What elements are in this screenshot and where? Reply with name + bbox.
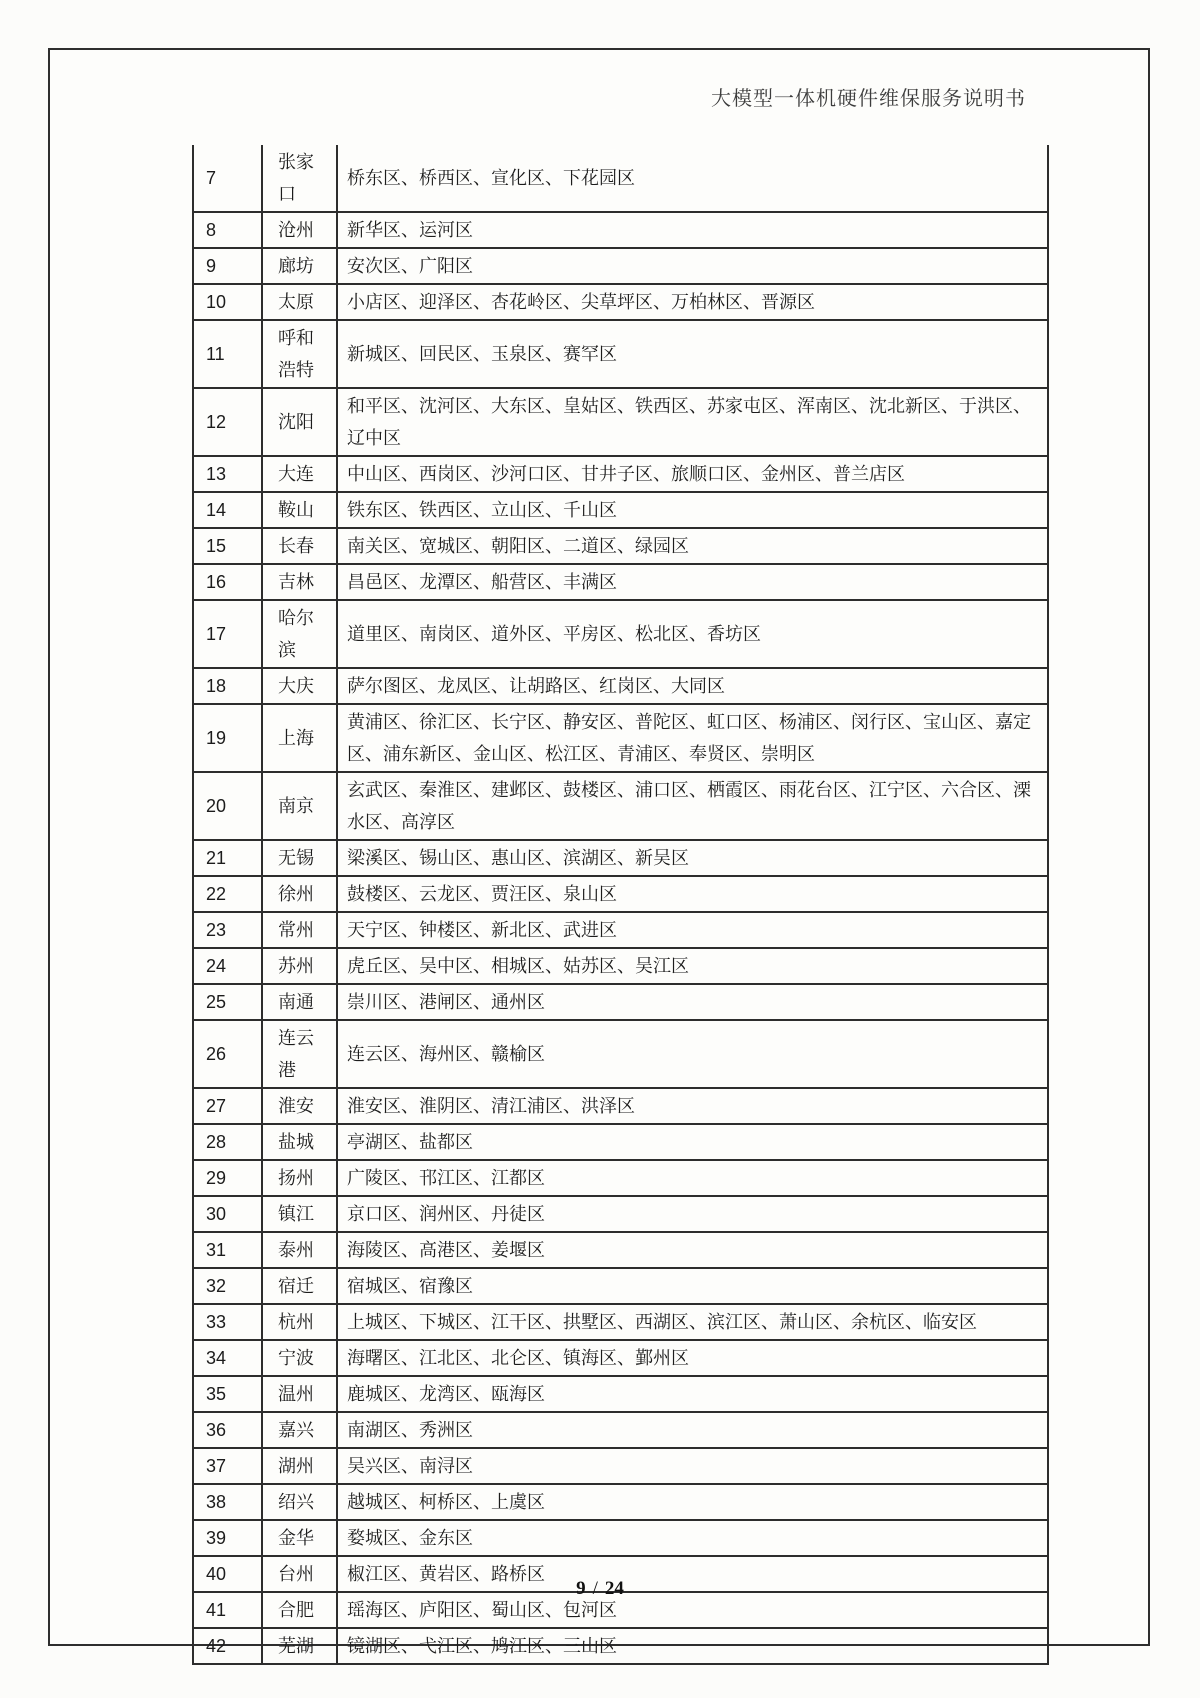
row-districts-cell: 海陵区、高港区、姜堰区: [337, 1232, 1048, 1268]
table-row: [193, 456, 1048, 492]
row-number-cell: 18: [193, 668, 262, 704]
row-city-cell: 温州: [262, 1376, 337, 1412]
table-row: [193, 704, 1048, 772]
table-row: [193, 1268, 1048, 1304]
row-city-cell: 连云港: [262, 1020, 337, 1088]
row-districts-cell: 婺城区、金东区: [337, 1520, 1048, 1556]
table-row: [193, 1160, 1048, 1196]
table-row: [193, 772, 1048, 840]
table-row: [193, 492, 1048, 528]
row-number-cell: 16: [193, 564, 262, 600]
row-number-cell: 7: [193, 145, 262, 212]
row-districts-cell: 新城区、回民区、玉泉区、赛罕区: [337, 320, 1048, 388]
row-number-cell: 35: [193, 1376, 262, 1412]
row-number-cell: 17: [193, 600, 262, 668]
row-number-cell: 32: [193, 1268, 262, 1304]
row-number-cell: 10: [193, 284, 262, 320]
table-row: [193, 564, 1048, 600]
table-row: [193, 1196, 1048, 1232]
table-row: [193, 1232, 1048, 1268]
row-districts-cell: 南关区、宽城区、朝阳区、二道区、绿园区: [337, 528, 1048, 564]
table-row: [193, 912, 1048, 948]
table-row: [193, 1520, 1048, 1556]
row-districts-cell: 淮安区、淮阴区、清江浦区、洪泽区: [337, 1088, 1048, 1124]
row-city-cell: 南通: [262, 984, 337, 1020]
row-districts-cell: 镜湖区、弋江区、鸠江区、三山区: [337, 1628, 1048, 1664]
row-districts-cell: 南湖区、秀洲区: [337, 1412, 1048, 1448]
row-city-cell: 沈阳: [262, 388, 337, 456]
table-row: [193, 948, 1048, 984]
row-districts-cell: 鹿城区、龙湾区、瓯海区: [337, 1376, 1048, 1412]
row-city-cell: 绍兴: [262, 1484, 337, 1520]
row-number-cell: 31: [193, 1232, 262, 1268]
row-city-cell: 台州: [262, 1556, 337, 1592]
table-row: [193, 388, 1048, 456]
row-city-cell: 吉林: [262, 564, 337, 600]
row-districts-cell: 崇川区、港闸区、通州区: [337, 984, 1048, 1020]
row-number-cell: 40: [193, 1556, 262, 1592]
table-row: [193, 145, 1048, 212]
row-districts-cell: 亭湖区、盐都区: [337, 1124, 1048, 1160]
table-row: [193, 1304, 1048, 1340]
row-city-cell: 徐州: [262, 876, 337, 912]
row-city-cell: 合肥: [262, 1592, 337, 1628]
table-row: [193, 1088, 1048, 1124]
row-districts-cell: 道里区、南岗区、道外区、平房区、松北区、香坊区: [337, 600, 1048, 668]
row-districts-cell: 海曙区、江北区、北仑区、镇海区、鄞州区: [337, 1340, 1048, 1376]
row-city-cell: 常州: [262, 912, 337, 948]
row-city-cell: 嘉兴: [262, 1412, 337, 1448]
row-number-cell: 21: [193, 840, 262, 876]
row-number-cell: 33: [193, 1304, 262, 1340]
row-city-cell: 杭州: [262, 1304, 337, 1340]
row-districts-cell: 玄武区、秦淮区、建邺区、鼓楼区、浦口区、栖霞区、雨花台区、江宁区、六合区、溧水区、高淳区: [337, 772, 1048, 840]
row-city-cell: 金华: [262, 1520, 337, 1556]
table-row: [193, 984, 1048, 1020]
row-city-cell: 呼和浩特: [262, 320, 337, 388]
table-row: [193, 1628, 1048, 1664]
table-row: [193, 212, 1048, 248]
row-city-cell: 廊坊: [262, 248, 337, 284]
table-row: [193, 1484, 1048, 1520]
table-row: [193, 1376, 1048, 1412]
row-number-cell: 37: [193, 1448, 262, 1484]
row-number-cell: 25: [193, 984, 262, 1020]
table-row: [193, 248, 1048, 284]
row-number-cell: 38: [193, 1484, 262, 1520]
total-page-count: 24: [604, 1578, 624, 1599]
row-districts-cell: 昌邑区、龙潭区、船营区、丰满区: [337, 564, 1048, 600]
row-city-cell: 淮安: [262, 1088, 337, 1124]
row-number-cell: 22: [193, 876, 262, 912]
row-number-cell: 13: [193, 456, 262, 492]
row-city-cell: 无锡: [262, 840, 337, 876]
row-number-cell: 39: [193, 1520, 262, 1556]
city-district-table: [192, 145, 1049, 1665]
row-number-cell: 14: [193, 492, 262, 528]
table-row: [193, 1340, 1048, 1376]
row-city-cell: 张家口: [262, 145, 337, 212]
row-districts-cell: 上城区、下城区、江干区、拱墅区、西湖区、滨江区、萧山区、余杭区、临安区: [337, 1304, 1048, 1340]
row-districts-cell: 吴兴区、南浔区: [337, 1448, 1048, 1484]
row-number-cell: 23: [193, 912, 262, 948]
row-city-cell: 大庆: [262, 668, 337, 704]
table-row: [193, 840, 1048, 876]
row-city-cell: 长春: [262, 528, 337, 564]
row-city-cell: 上海: [262, 704, 337, 772]
row-districts-cell: 虎丘区、吴中区、相城区、姑苏区、吴江区: [337, 948, 1048, 984]
row-city-cell: 大连: [262, 456, 337, 492]
row-number-cell: 8: [193, 212, 262, 248]
table-row: [193, 320, 1048, 388]
row-districts-cell: 越城区、柯桥区、上虞区: [337, 1484, 1048, 1520]
row-number-cell: 36: [193, 1412, 262, 1448]
row-districts-cell: 小店区、迎泽区、杏花岭区、尖草坪区、万柏林区、晋源区: [337, 284, 1048, 320]
row-districts-cell: 铁东区、铁西区、立山区、千山区: [337, 492, 1048, 528]
row-districts-cell: 椒江区、黄岩区、路桥区: [337, 1556, 1048, 1592]
page-number-separator: /: [592, 1578, 598, 1599]
row-number-cell: 42: [193, 1628, 262, 1664]
row-city-cell: 鞍山: [262, 492, 337, 528]
row-districts-cell: 瑶海区、庐阳区、蜀山区、包河区: [337, 1592, 1048, 1628]
row-number-cell: 28: [193, 1124, 262, 1160]
row-city-cell: 沧州: [262, 212, 337, 248]
document-header-title: 大模型一体机硬件维保服务说明书: [711, 88, 1026, 110]
row-districts-cell: 萨尔图区、龙凤区、让胡路区、红岗区、大同区: [337, 668, 1048, 704]
table-row: [193, 876, 1048, 912]
row-number-cell: 11: [193, 320, 262, 388]
table-row: [193, 528, 1048, 564]
row-city-cell: 宿迁: [262, 1268, 337, 1304]
row-districts-cell: 中山区、西岗区、沙河口区、甘井子区、旅顺口区、金州区、普兰店区: [337, 456, 1048, 492]
row-number-cell: 15: [193, 528, 262, 564]
row-city-cell: 太原: [262, 284, 337, 320]
row-number-cell: 34: [193, 1340, 262, 1376]
row-city-cell: 哈尔滨: [262, 600, 337, 668]
row-districts-cell: 黄浦区、徐汇区、长宁区、静安区、普陀区、虹口区、杨浦区、闵行区、宝山区、嘉定区、浦东新区、金山区、松江区、青浦区、奉贤区、崇明区: [337, 704, 1048, 772]
row-city-cell: 泰州: [262, 1232, 337, 1268]
row-city-cell: 宁波: [262, 1340, 337, 1376]
row-number-cell: 41: [193, 1592, 262, 1628]
row-number-cell: 30: [193, 1196, 262, 1232]
row-districts-cell: 鼓楼区、云龙区、贾汪区、泉山区: [337, 876, 1048, 912]
table-row: [193, 668, 1048, 704]
row-districts-cell: 广陵区、邗江区、江都区: [337, 1160, 1048, 1196]
row-number-cell: 27: [193, 1088, 262, 1124]
row-districts-cell: 安次区、广阳区: [337, 248, 1048, 284]
page-number-footer: [0, 1578, 1200, 1600]
row-number-cell: 12: [193, 388, 262, 456]
row-districts-cell: 梁溪区、锡山区、惠山区、滨湖区、新吴区: [337, 840, 1048, 876]
row-districts-cell: 连云区、海州区、赣榆区: [337, 1020, 1048, 1088]
table-row: [193, 600, 1048, 668]
row-city-cell: 苏州: [262, 948, 337, 984]
row-number-cell: 20: [193, 772, 262, 840]
row-districts-cell: 京口区、润州区、丹徒区: [337, 1196, 1048, 1232]
row-districts-cell: 桥东区、桥西区、宣化区、下花园区: [337, 145, 1048, 212]
region-table-body: [193, 145, 1048, 1664]
current-page-number: 9: [576, 1578, 586, 1599]
table-row: [193, 1124, 1048, 1160]
table-row: [193, 284, 1048, 320]
row-city-cell: 盐城: [262, 1124, 337, 1160]
row-city-cell: 扬州: [262, 1160, 337, 1196]
table-row: [193, 1412, 1048, 1448]
row-number-cell: 26: [193, 1020, 262, 1088]
row-districts-cell: 和平区、沈河区、大东区、皇姑区、铁西区、苏家屯区、浑南区、沈北新区、于洪区、辽中区: [337, 388, 1048, 456]
table-row: [193, 1448, 1048, 1484]
row-number-cell: 29: [193, 1160, 262, 1196]
row-city-cell: 镇江: [262, 1196, 337, 1232]
table-row: [193, 1020, 1048, 1088]
row-districts-cell: 新华区、运河区: [337, 212, 1048, 248]
row-districts-cell: 天宁区、钟楼区、新北区、武进区: [337, 912, 1048, 948]
row-city-cell: 南京: [262, 772, 337, 840]
row-number-cell: 19: [193, 704, 262, 772]
row-districts-cell: 宿城区、宿豫区: [337, 1268, 1048, 1304]
row-city-cell: 芜湖: [262, 1628, 337, 1664]
row-number-cell: 24: [193, 948, 262, 984]
row-city-cell: 湖州: [262, 1448, 337, 1484]
row-number-cell: 9: [193, 248, 262, 284]
